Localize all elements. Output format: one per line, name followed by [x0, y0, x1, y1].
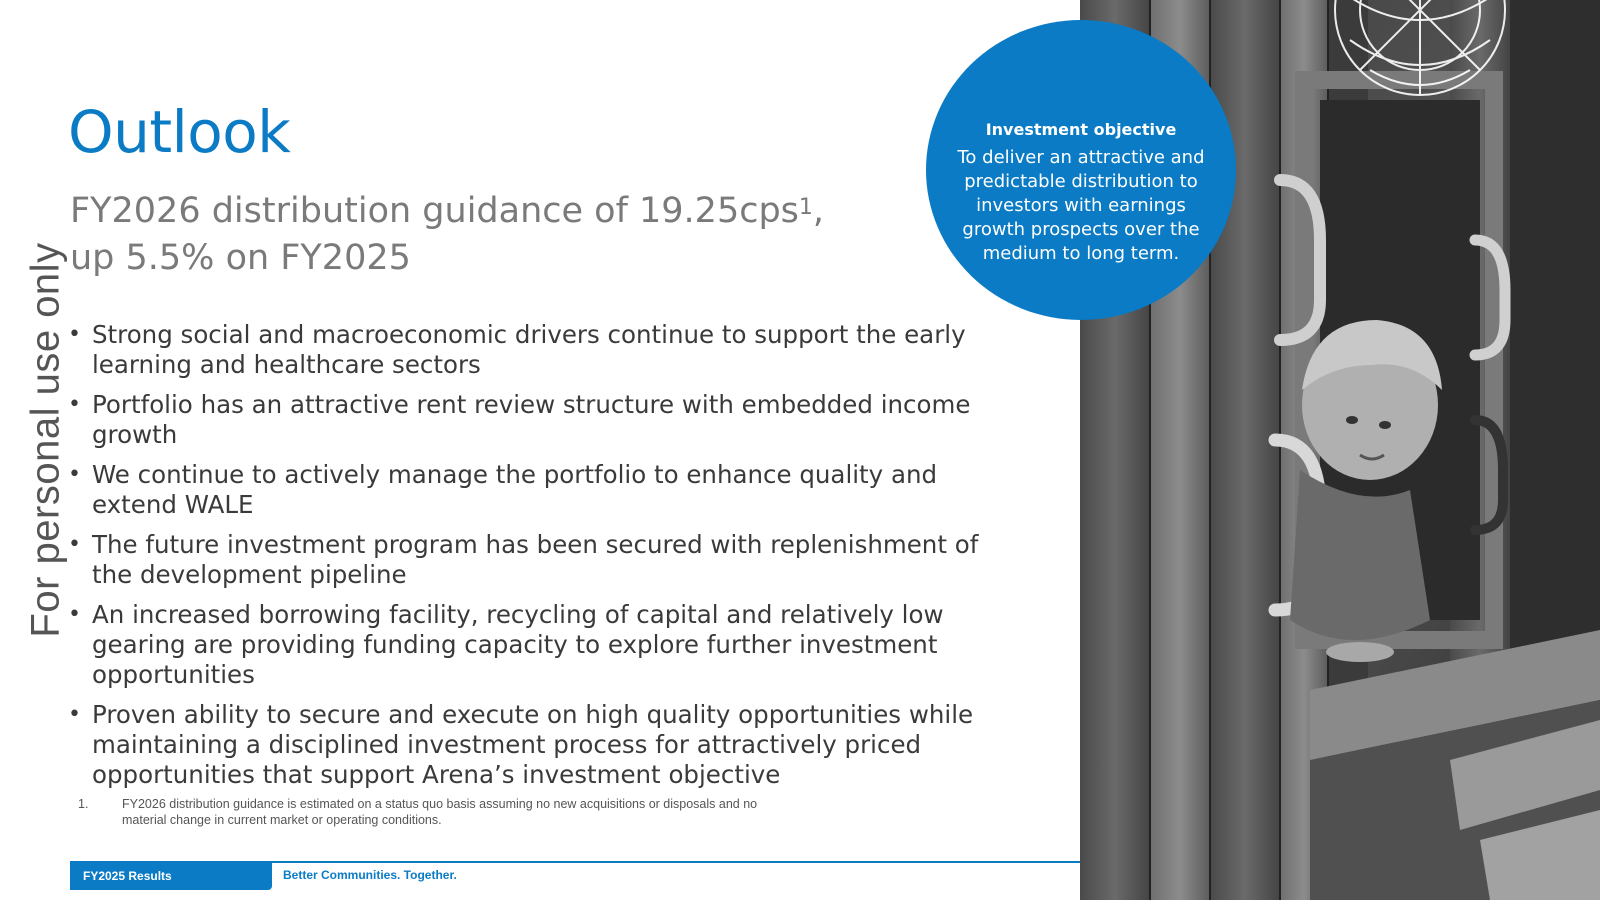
bullet-item	[68, 460, 1008, 520]
footer-tagline: Better Communities. Together.	[283, 868, 457, 882]
page-title: Outlook	[68, 98, 291, 166]
bullet-icon: •	[68, 532, 81, 557]
objective-text: To deliver an attractive and predictable distribution to investors with earnings growth prospects over the medium to long term.	[957, 147, 1205, 264]
watermark: For personal use only	[23, 242, 68, 638]
bullet-item	[68, 530, 1008, 590]
bullet-text: The future investment program has been secured with replenishment of the development pipeline	[92, 530, 979, 589]
footnote	[78, 796, 798, 828]
bullet-icon: •	[68, 462, 81, 487]
bullet-item	[68, 390, 1008, 450]
subtitle-comma: ,	[812, 191, 825, 231]
bullet-text: An increased borrowing facility, recycling of capital and relatively low gearing are providing funding capacity to explore further investment opportunities	[92, 600, 944, 689]
bullet-icon: •	[68, 602, 81, 627]
investment-objective-badge	[926, 20, 1236, 320]
footer-results-tab: FY2025 Results	[70, 862, 272, 890]
bullet-text: Strong social and macroeconomic drivers continue to support the early learning and healthcare sectors	[92, 320, 966, 379]
bullet-item	[68, 600, 1008, 690]
bullet-item	[68, 700, 1008, 790]
bullet-text: Portfolio has an attractive rent review structure with embedded income growth	[92, 390, 971, 449]
footnote-text: FY2026 distribution guidance is estimated on a status quo basis assuming no new acquisitions or disposals and no material change in current market or operating conditions.	[122, 797, 758, 827]
bullet-icon: •	[68, 702, 81, 727]
guidance-subtitle	[70, 188, 970, 282]
bullet-item	[68, 320, 1008, 380]
bullet-icon: •	[68, 392, 81, 417]
bullet-icon: •	[68, 322, 81, 347]
footnote-marker: 1	[798, 195, 813, 220]
objective-heading: Investment objective	[985, 120, 1177, 139]
subtitle-line-2: up 5.5% on FY2025	[70, 238, 411, 278]
outlook-bullets	[68, 320, 1008, 800]
footnote-number: 1.	[78, 797, 89, 811]
bullet-text: Proven ability to secure and execute on high quality opportunities while maintaining a disciplined investment process for attractively priced opportunities that support Arena’s investment objective	[92, 700, 974, 789]
subtitle-line-1: FY2026 distribution guidance of 19.25cps	[70, 191, 799, 231]
bullet-text: We continue to actively manage the portfolio to enhance quality and extend WALE	[92, 460, 938, 519]
